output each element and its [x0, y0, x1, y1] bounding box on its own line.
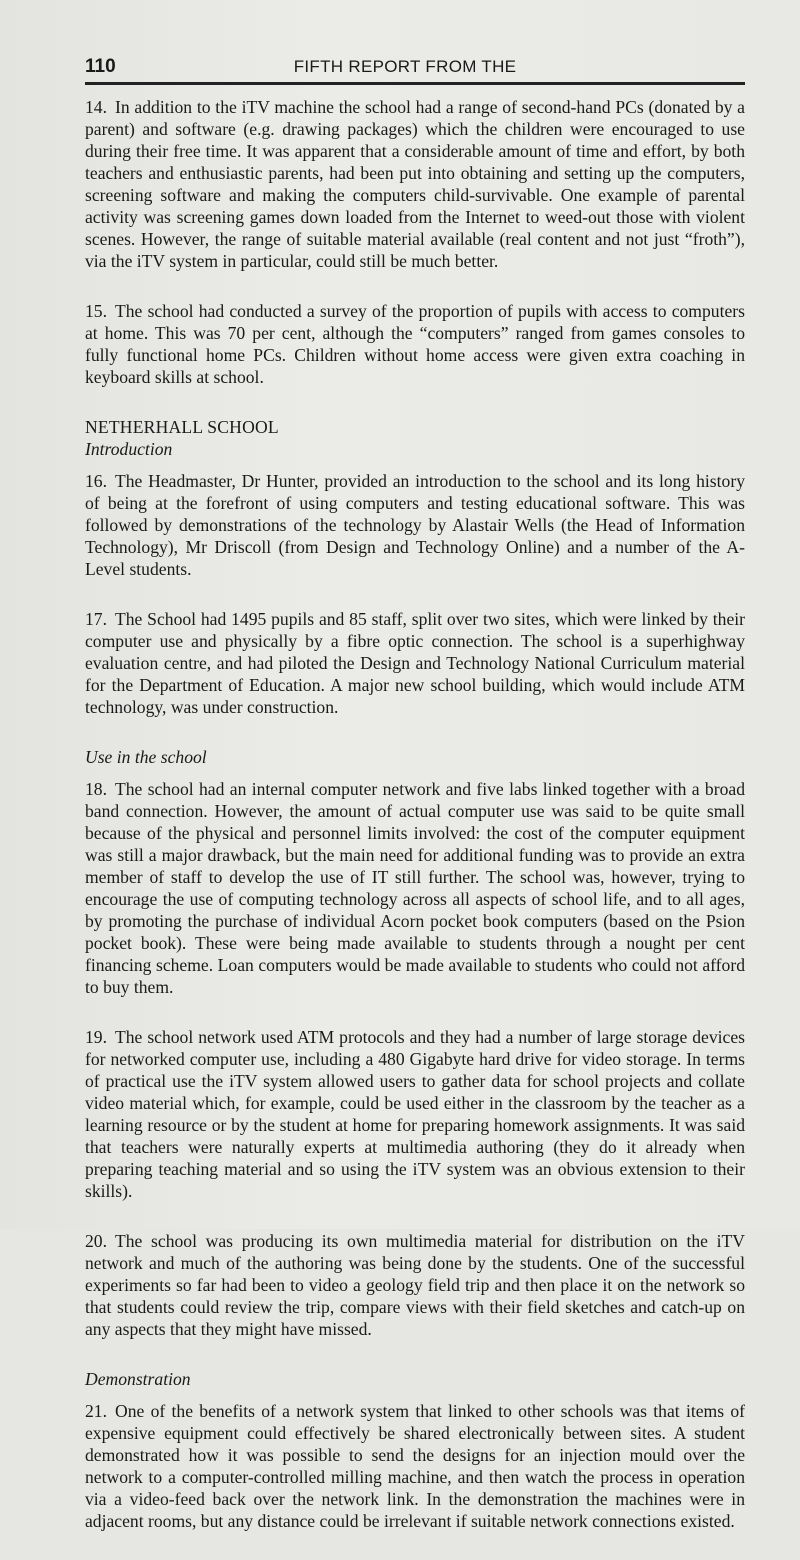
paragraph-number: 17.	[85, 609, 107, 629]
paragraph-number: 15.	[85, 301, 107, 321]
paragraph-number: 18.	[85, 779, 107, 799]
paragraph-text: The school was producing its own multimedia material for distribution on the iTV network and much of the authoring was being done by the students. One of the successful experiments so far had been to video a geology field trip and then place it on the network so that students could review the trip, compare views with their field sketches and catch-up on any aspects that they might have missed.	[85, 1231, 745, 1339]
paragraph-text: The school network used ATM protocols and they had a number of large storage devices for networked computer use, including a 480 Gigabyte hard drive for video storage. In terms of practical use the iTV system allowed users to gather data for school projects and collate video material which, for example, could be used either in the classroom by the teacher as a learning resource or by the student at home for preparing homework assignments. It was said that teachers were naturally experts at multimedia authoring (they do it already when preparing teaching material and so using the iTV system was an obvious extension to their skills).	[85, 1027, 745, 1201]
paragraph-text: One of the benefits of a network system that linked to other schools was that items of expensive equipment could effectively be shared electronically between sites. A student demonstrated how it was possible to send the designs for an injection mould over the network to a computer-controlled milling machine, and then watch the process in operation via a video-feed back over the network link. In the demonstration the machines were in adjacent rooms, but any distance could be irrelevant if suitable network connections existed.	[85, 1401, 745, 1531]
subheading-use-in-school: Use in the school	[85, 747, 207, 767]
page-number: 110	[85, 56, 116, 77]
body-text	[85, 96, 745, 1560]
subheading-introduction: Introduction	[85, 439, 173, 459]
paragraph-number: 19.	[85, 1027, 107, 1047]
subheading-demonstration: Demonstration	[85, 1369, 191, 1389]
paragraph-15	[85, 300, 745, 388]
paragraph-number: 16.	[85, 471, 107, 491]
paragraph-number: 14.	[85, 97, 107, 117]
paragraph-20	[85, 1230, 745, 1340]
paragraph-21	[85, 1400, 745, 1532]
paragraph-number: 20.	[85, 1231, 107, 1251]
paragraph-number: 21.	[85, 1401, 107, 1421]
paragraph-17	[85, 608, 745, 718]
header-rule	[85, 82, 745, 85]
paragraph-16	[85, 470, 745, 580]
paragraph-text: In addition to the iTV machine the school had a range of second-hand PCs (donated by a parent) and software (e.g. drawing packages) which the children were encouraged to use during their free time. It was apparent that a considerable amount of time and effort, by both teachers and enthusiastic parents, had been put into obtaining and setting up the computers, screening software and making the computers child-survivable. One example of parental activity was screening games down loaded from the Internet to weed-out those with violent scenes. However, the range of suitable material available (real content and not just “froth”), via the iTV system in particular, could still be much better.	[85, 97, 745, 271]
paragraph-text: The Headmaster, Dr Hunter, provided an introduction to the school and its long history of being at the forefront of using computers and testing educational software. This was followed by demonstrations of the technology by Alastair Wells (the Head of Information Technology), Mr Driscoll (from Design and Technology Online) and a number of the A-Level students.	[85, 471, 745, 579]
paragraph-14	[85, 96, 745, 272]
section-heading-school: NETHERHALL SCHOOL	[85, 417, 279, 437]
paragraph-text: The school had an internal computer network and five labs linked together with a broad band connection. However, the amount of actual computer use was said to be quite small because of the physical and personnel limits involved: the cost of the computer equipment was still a major drawback, but the main need for additional funding was to provide an extra member of staff to develop the use of IT still further. The school was, however, trying to encourage the use of computing technology across all aspects of school life, and to all ages, by promoting the purchase of individual Acorn pocket book computers (based on the Psion pocket book). These were being made available to students through a nought per cent financing scheme. Loan computers would be made available to students who could not afford to buy them.	[85, 779, 745, 997]
paragraph-text: The school had conducted a survey of the proportion of pupils with access to computers at home. This was 70 per cent, although the “computers” ranged from games consoles to fully functional home PCs. Children without home access were given extra coaching in keyboard skills at school.	[85, 301, 745, 387]
paragraph-19	[85, 1026, 745, 1202]
paragraph-18	[85, 778, 745, 998]
page-header	[85, 56, 745, 82]
paragraph-text: The School had 1495 pupils and 85 staff, split over two sites, which were linked by their computer use and physically by a fibre optic connection. The school is a superhighway evaluation centre, and had piloted the Design and Technology National Curriculum material for the Department of Education. A major new school building, which would include ATM technology, was under construction.	[85, 609, 745, 717]
running-head: FIFTH REPORT FROM THE	[293, 57, 517, 76]
